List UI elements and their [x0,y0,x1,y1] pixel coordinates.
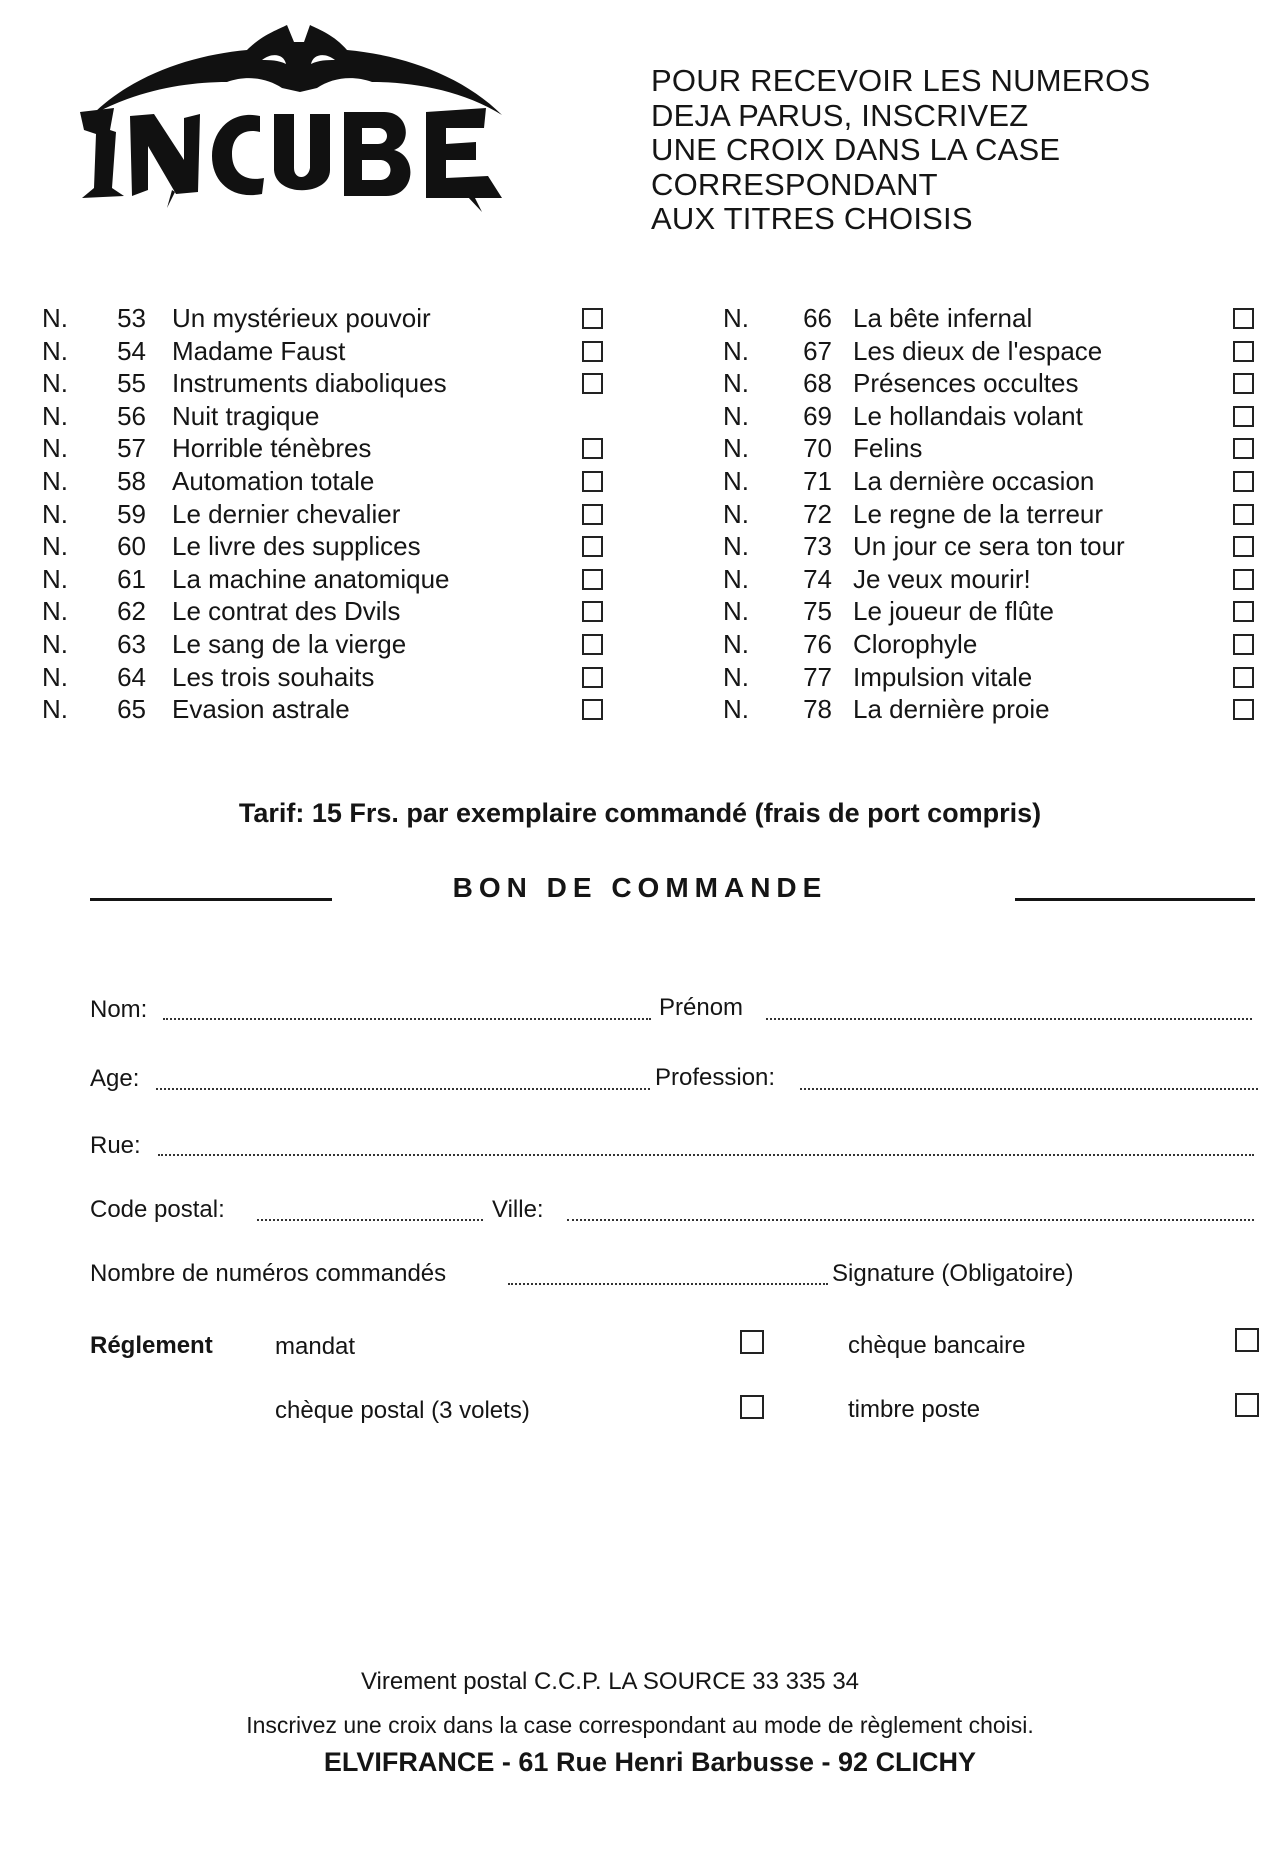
issue-title: Instruments diaboliques [172,368,447,399]
issue-number: 76 [803,628,832,659]
rue-field[interactable] [158,1154,1254,1156]
title-row [42,595,622,628]
issue-prefix: N. [42,596,68,627]
issue-title: Je veux mourir! [853,563,1031,594]
footer [0,1668,1280,1778]
title-row [42,693,622,726]
issue-title: Un jour ce sera ton tour [853,531,1125,562]
nombre-field[interactable] [508,1283,828,1285]
title-row [723,563,1263,596]
issue-number: 60 [117,531,146,562]
mandat-checkbox[interactable] [740,1330,764,1354]
issue-number: 64 [117,661,146,692]
issue-title: Le dernier chevalier [172,498,401,529]
title-row [42,563,622,596]
issue-prefix: N. [42,400,68,431]
issue-title: La dernière proie [853,694,1050,725]
issue-title: La machine anatomique [172,563,450,594]
issue-number: 58 [117,465,146,496]
issue-prefix: N. [42,433,68,464]
issue-number: 77 [803,661,832,692]
title-row [723,432,1263,465]
issue-checkbox[interactable] [582,601,603,622]
issue-title: Le livre des supplices [172,531,421,562]
issue-prefix: N. [723,661,749,692]
issue-title: Les dieux de l'espace [853,335,1103,366]
issue-prefix: N. [42,303,68,333]
issue-number: 56 [117,400,146,431]
title-row [42,400,622,433]
issue-checkbox[interactable] [582,341,603,362]
issue-checkbox[interactable] [1233,634,1254,655]
issue-checkbox[interactable] [582,373,603,394]
issue-title: Horrible ténèbres [172,433,372,464]
issue-prefix: N. [723,303,749,333]
issue-title: Felins [853,433,923,464]
timbre-poste-label: timbre poste [848,1396,981,1423]
issue-checkbox[interactable] [1233,308,1254,329]
issue-number: 70 [803,433,832,464]
rue-label: Rue: [90,1132,141,1159]
issue-number: 53 [117,303,146,333]
issue-checkbox[interactable] [582,471,603,492]
issue-prefix: N. [723,335,749,366]
issue-number: 57 [117,433,146,464]
issue-prefix: N. [42,465,68,496]
issue-checkbox[interactable] [582,699,603,720]
issue-checkbox[interactable] [1233,341,1254,362]
virement-text: Virement postal C.C.P. LA SOURCE 33 335 34 [360,1668,860,1695]
issue-checkbox[interactable] [1233,504,1254,525]
issue-checkbox[interactable] [1233,373,1254,394]
title-row [42,530,622,563]
title-row [723,595,1263,628]
title-row [723,498,1263,531]
issue-prefix: N. [723,596,749,627]
issue-number: 54 [117,335,146,366]
issue-checkbox[interactable] [1233,536,1254,557]
issue-checkbox[interactable] [1233,438,1254,459]
ville-label: Ville: [492,1196,544,1223]
issue-checkbox[interactable] [1233,699,1254,720]
issue-number: 55 [117,368,146,399]
issue-prefix: N. [42,498,68,529]
issue-number: 72 [803,498,832,529]
issue-prefix: N. [723,628,749,659]
issue-prefix: N. [723,694,749,725]
instruction-text: Inscrivez une croix dans la case correspondant au mode de règlement choisi. [246,1712,1034,1738]
order-form-title: BON DE COMMANDE [452,872,828,903]
issue-title: Un mystérieux pouvoir [172,303,431,333]
title-row [723,367,1263,400]
title-list-left [42,302,622,726]
issue-title: Nuit tragique [172,400,320,431]
profession-field[interactable] [800,1088,1258,1090]
cheque-bancaire-label: chèque bancaire [848,1332,1026,1359]
nom-label: Nom: [90,996,148,1023]
title-row [42,628,622,661]
title-row [723,661,1263,694]
intro-line: POUR RECEVOIR LES NUMEROS [651,63,1151,98]
issue-number: 68 [803,368,832,399]
issue-prefix: N. [42,335,68,366]
issue-title: Le contrat des Dvils [172,596,401,627]
issue-title: Présences occultes [853,368,1079,399]
issue-prefix: N. [42,368,68,399]
prenom-field[interactable] [766,1018,1252,1020]
intro-line: CORRESPONDANT [651,166,938,202]
code-postal-field[interactable] [257,1219,483,1221]
issue-prefix: N. [42,563,68,594]
issue-checkbox[interactable] [1233,667,1254,688]
title-row [42,335,622,368]
issue-title: La bête infernal [853,303,1033,333]
address-text: ELVIFRANCE - 61 Rue Henri Barbusse - 92 CLICHY [323,1747,977,1777]
code-postal-label: Code postal: [90,1196,225,1223]
issue-checkbox[interactable] [1233,406,1254,427]
title-row [723,628,1263,661]
issue-title: Automation totale [172,465,375,496]
issue-checkbox[interactable] [1233,569,1254,590]
title-row [42,302,622,335]
title-row [723,302,1263,335]
issue-checkbox[interactable] [1233,471,1254,492]
reglement-label: Réglement [90,1332,213,1359]
issue-number: 67 [803,335,832,366]
issue-prefix: N. [42,694,68,725]
issue-number: 66 [803,303,832,333]
age-label: Age: [90,1065,140,1092]
intro-line: UNE CROIX DANS LA CASE [651,132,1061,167]
issue-title: Evasion astrale [172,694,350,725]
issue-prefix: N. [723,531,749,562]
title-row [42,432,622,465]
issue-title: Clorophyle [853,628,978,659]
title-row [723,465,1263,498]
title-row [723,335,1263,368]
issue-checkbox[interactable] [1233,601,1254,622]
cheque-postal-label: chèque postal (3 volets) [275,1397,530,1424]
issue-checkbox[interactable] [582,634,603,655]
title-row [42,498,622,531]
issue-prefix: N. [42,628,68,659]
issue-number: 71 [803,465,832,496]
incube-logo [72,20,512,220]
issue-number: 69 [803,400,832,431]
issue-title: Le sang de la vierge [172,628,407,659]
issue-checkbox[interactable] [582,308,603,329]
issue-title: Le hollandais volant [853,400,1083,431]
issue-number: 74 [803,563,832,594]
profession-label: Profession: [655,1064,776,1091]
prenom-label: Prénom [659,994,744,1021]
title-row [723,693,1263,726]
issue-checkbox[interactable] [582,504,603,525]
issue-number: 62 [117,596,146,627]
issue-title: La dernière occasion [853,465,1095,496]
issue-number: 61 [117,563,146,594]
age-field[interactable] [156,1088,650,1090]
issue-title: Madame Faust [172,335,346,366]
nom-field[interactable] [163,1018,651,1020]
cheque-bancaire-checkbox[interactable] [1235,1328,1259,1352]
issue-number: 73 [803,531,832,562]
issue-number: 63 [117,628,146,659]
title-row [723,530,1263,563]
issue-title: Les trois souhaits [172,661,375,692]
issue-number: 65 [117,694,146,725]
signature-label: Signature (Obligatoire) [832,1260,1074,1287]
issue-prefix: N. [42,531,68,562]
title-list-right [723,302,1263,726]
issue-prefix: N. [723,400,749,431]
issue-prefix: N. [42,661,68,692]
title-row [42,661,622,694]
mandat-label: mandat [275,1333,356,1360]
issue-number: 59 [117,498,146,529]
issue-prefix: N. [723,563,749,594]
issue-prefix: N. [723,368,749,399]
nombre-label: Nombre de numéros commandés [90,1260,447,1287]
issue-title: Le regne de la terreur [853,498,1104,529]
title-row [42,465,622,498]
issue-prefix: N. [723,498,749,529]
issue-checkbox[interactable] [582,438,603,459]
timbre-poste-checkbox[interactable] [1235,1393,1259,1417]
ville-field[interactable] [567,1219,1254,1221]
tarif-text: Tarif: 15 Frs. par exemplaire commandé (frais de port compris) [238,798,1042,828]
issue-prefix: N. [723,465,749,496]
issue-number: 75 [803,596,832,627]
divider-right [1015,898,1255,901]
issue-checkbox[interactable] [582,569,603,590]
issue-checkbox[interactable] [582,536,603,557]
issue-title: Le joueur de flûte [853,596,1054,627]
intro-instructions [651,64,1150,237]
title-row [723,400,1263,433]
issue-prefix: N. [723,433,749,464]
cheque-postal-checkbox[interactable] [740,1395,764,1419]
title-row [42,367,622,400]
issue-checkbox[interactable] [582,667,603,688]
intro-line: DEJA PARUS, INSCRIVEZ [651,97,1029,133]
issue-number: 78 [803,694,832,725]
issue-title: Impulsion vitale [853,661,1033,692]
intro-line: AUX TITRES CHOISIS [651,201,973,236]
